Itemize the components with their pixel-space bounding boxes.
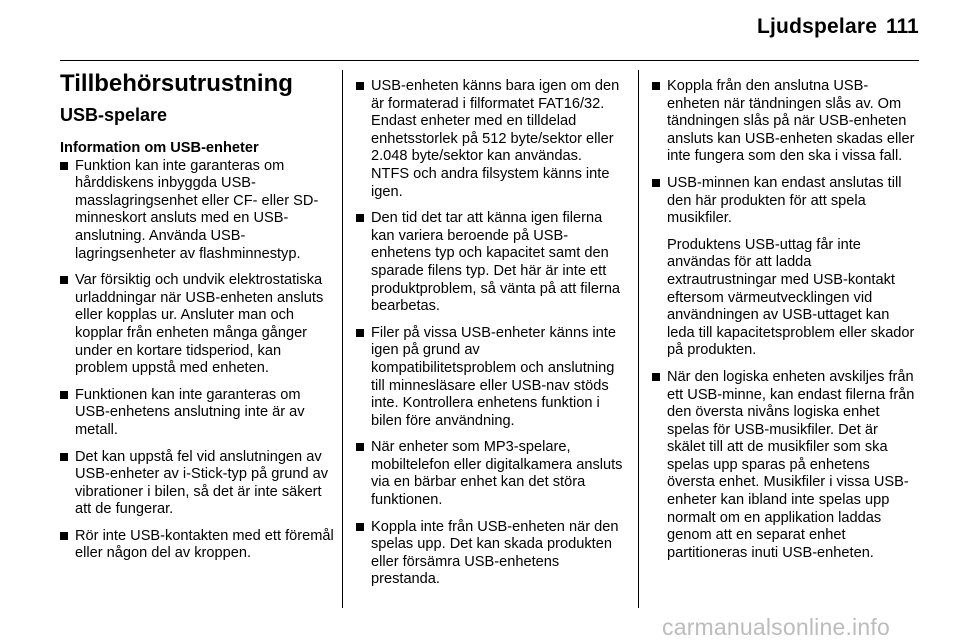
bullet-list-3 [652,78,920,228]
header-title: Ljudspelare [757,15,878,38]
list-item [60,158,335,264]
list-item [652,175,920,228]
list-item-text: Koppla inte från USB-enheten när den spelas upp. Det kan skada produkten eller försämra USB-enhetens prestanda. [371,518,619,588]
bullet-list-1 [60,158,335,563]
list-item [356,519,624,589]
bullet-square-icon [356,329,364,337]
list-item [356,439,624,509]
header-divider [60,60,919,61]
bullet-square-icon [60,391,68,399]
section-title: Tillbehörsutrustning [60,70,293,97]
list-item [60,387,335,440]
bullet-list-2 [356,78,624,589]
list-item [60,449,335,519]
bullet-square-icon [356,523,364,531]
bullet-square-icon [356,443,364,451]
bullet-square-icon [652,373,660,381]
subsection-title: USB-spelare [60,105,168,125]
list-item-text: USB-enheten känns bara igen om den är formaterad i filformatet FAT16/32. Endast enheter med en tilldelad enhetsstorlek på 512 byte/sektor eller 2.048 byte/sektor kan användas. NTFS och andra filsystem känns inte igen. [371,78,620,200]
list-item-text: Var försiktig och undvik elektrostatiska urladdningar när USB-enheten ansluts eller kopplas ur. Ansluter man och kopplar från enheten många gånger under en kortare tidsperiod, kan problem uppstå med enheten. [75,272,324,377]
list-item-text: Det kan uppstå fel vid anslutningen av USB-enheter av i-Stick-typ på grund av vibrationer i bilen, så det är inte säkert att de fungerar. [75,448,329,518]
list-item-text: USB-minnen kan endast anslutas till den här produkten för att spela musikfiler. [667,174,902,227]
list-item-text: Koppla från den anslutna USB-enheten när tändningen slås av. Om tändningen slås på när USB-enheten ansluts kan USB-enheten skadas eller inte fungera som den ska i vissa fall. [667,78,915,165]
list-item-text: När den logiska enheten avskiljes från ett USB-minne, kan endast filerna från den översta nivåns logiska enhet spelas för USB-musikfiler. Det är skälet till att de musikfiler som ska spelas upp sparas på enhetens översta enhet. Musikfiler i vissa USB-enheter kan ibland inte spelas upp normalt om en applikation laddas genom att en separat enhet partitioneras inuti USB-enheten. [667,368,915,561]
list-item [356,210,624,316]
column-2 [356,78,624,598]
bullet-square-icon [60,276,68,284]
column-1 [60,70,335,572]
list-item-text: Rör inte USB-kontakten med ett föremål eller någon del av kroppen. [75,527,334,562]
bullet-square-icon [60,532,68,540]
list-item-text: Funktion kan inte garanteras om hårddiskens inbyggda USB-masslagringsenhet eller CF- eller SD-minneskort ansluts med en USB-anslutning. Använda USB-lagringsenheter av flashminnestyp. [75,157,319,262]
bullet-list-3b [652,369,920,563]
list-item-text: Funktionen kan inte garanteras om USB-enhetens anslutning inte är av metall. [75,386,305,438]
list-item [356,78,624,201]
subsubsection-title: Information om USB-enheter [60,140,259,156]
column-3 [652,78,920,571]
list-item [652,369,920,563]
bullet-square-icon [60,453,68,461]
list-item [652,78,920,166]
paragraph: Produktens USB-uttag får inte användas för att ladda extrautrustningar med USB-kontakt eftersom värmeutvecklingen vid användningen av USB-uttaget kan leda till kapacitetsproblem eller skador på produkten. [667,236,915,359]
bullet-square-icon [60,162,68,170]
column-divider-2 [638,70,639,608]
bullet-square-icon [356,82,364,90]
bullet-square-icon [652,179,660,187]
list-item [60,272,335,378]
column-divider-1 [342,70,343,608]
list-item-text: Filer på vissa USB-enheter känns inte igen på grund av kompatibilitetsproblem och anslutning till minnesläsare eller USB-nav stöds inte. Kontrollera enhetens funktion i bilen före användning. [371,324,616,429]
list-item [356,325,624,431]
list-item-text: Den tid det tar att känna igen filerna kan variera beroende på USB-enhetens typ och kapacitet samt den sparade filens typ. Det här är inte ett produktproblem, så vänta på att filerna bearbetas. [371,210,621,315]
list-item-text: När enheter som MP3-spelare, mobiltelefon eller digitalkamera ansluts via en bärbar enhet kan det störa funktionen. [371,439,623,509]
bullet-square-icon [356,214,364,222]
page-number: 111 [886,15,919,38]
watermark: carmanualsonline.info [662,614,890,640]
bullet-square-icon [652,82,660,90]
list-item [60,528,335,563]
